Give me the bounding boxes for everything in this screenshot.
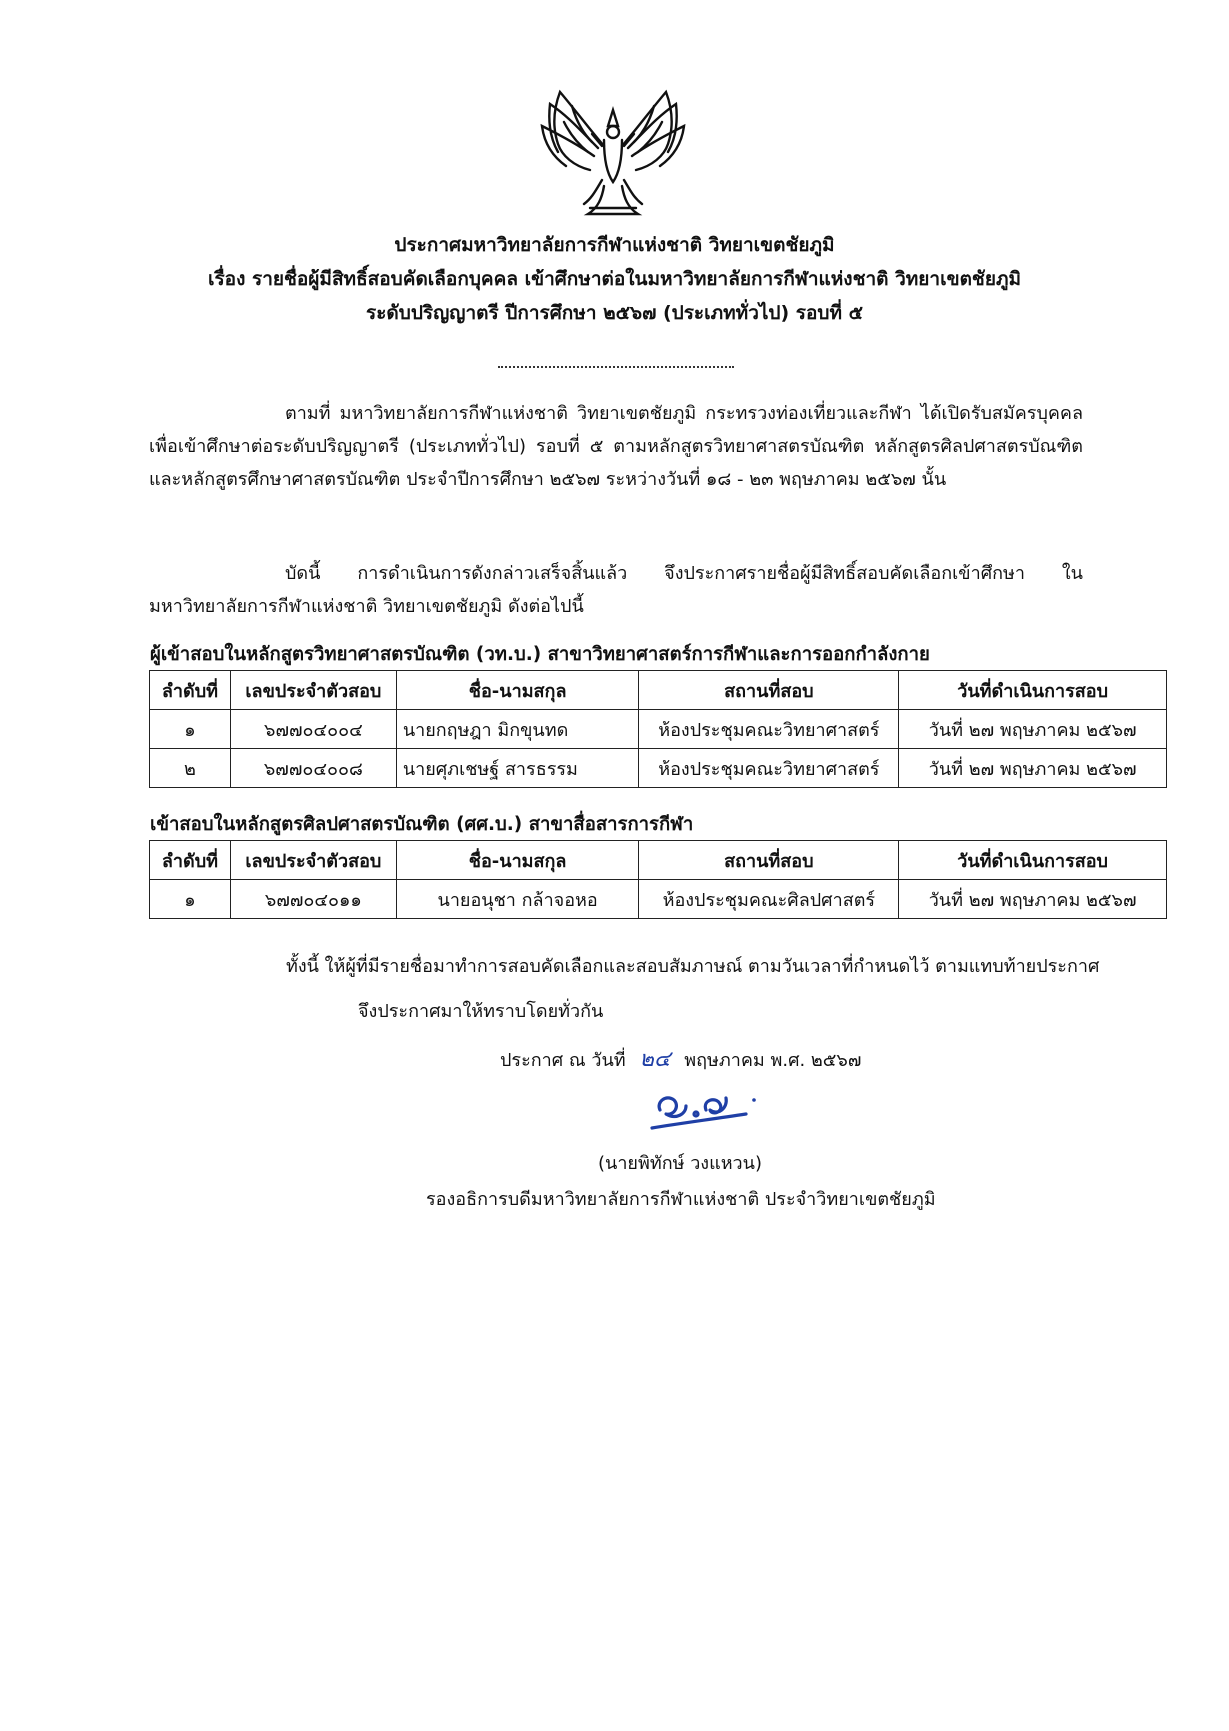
col-name: ชื่อ-นามสกุล (396, 841, 639, 880)
col-no: ลำดับที่ (150, 671, 231, 710)
date-suffix: พฤษภาคม พ.ศ. ๒๕๖๗ (684, 1050, 862, 1071)
section-1-table (149, 670, 1167, 788)
date-prefix: ประกาศ ณ วันที่ (500, 1050, 626, 1071)
col-name: ชื่อ-นามสกุล (396, 671, 639, 710)
col-place: สถานที่สอบ (639, 671, 899, 710)
col-date: วันที่ดำเนินการสอบ (899, 671, 1167, 710)
cell-place: ห้องประชุมคณะวิทยาศาสตร์ (639, 749, 899, 788)
cell-name: นายกฤษฎา มิกขุนทด (396, 710, 639, 749)
col-place: สถานที่สอบ (639, 841, 899, 880)
paragraph-2-text: บัดนี้ การดำเนินการดังกล่าวเสร็จสิ้นแล้ว จึงประกาศรายชื่อผู้มีสิทธิ์สอบคัดเลือกเข้าศึกษา ในมหาวิทยาลัยการกีฬาแห่งชาติ วิทยาเขตชัยภูมิ ดังต่อไปนี้ (149, 563, 1083, 617)
cell-no: ๒ (150, 749, 231, 788)
cell-id: ๖๗๗๐๔๐๐๘ (230, 749, 396, 788)
table-row (150, 880, 1167, 919)
dotted-divider (498, 366, 734, 368)
table-header-row (150, 671, 1167, 710)
col-date: วันที่ดำเนินการสอบ (899, 841, 1167, 880)
col-no: ลำดับที่ (150, 841, 231, 880)
announcement-subject: เรื่อง รายชื่อผู้มีสิทธิ์สอบคัดเลือกบุคคล เข้าศึกษาต่อในมหาวิทยาลัยการกีฬาแห่งชาติ วิทยาเขตชัยภูมิ (207, 268, 1021, 290)
signer-name: (นายพิทักษ์ วงแหวน) (598, 1153, 762, 1174)
cell-place: ห้องประชุมคณะศิลปศาสตร์ (639, 880, 899, 919)
closing-notice: จึงประกาศมาให้ทราบโดยทั่วกัน (358, 1001, 604, 1022)
signer-position: รองอธิการบดีมหาวิทยาลัยการกีฬาแห่งชาติ ประจำวิทยาเขตชัยภูมิ (426, 1189, 936, 1210)
paragraph-2 (149, 557, 1083, 623)
col-id: เลขประจำตัวสอบ (230, 841, 396, 880)
section-2-title: เข้าสอบในหลักสูตรศิลปศาสตรบัณฑิต (ศศ.บ.) สาขาสื่อสารการกีฬา (150, 814, 694, 835)
cell-date: วันที่ ๒๗ พฤษภาคม ๒๕๖๗ (899, 749, 1167, 788)
announcement-level: ระดับปริญญาตรี ปีการศึกษา ๒๕๖๗ (ประเภททั่วไป) รอบที่ ๕ (366, 302, 863, 324)
announcement-title: ประกาศมหาวิทยาลัยการกีฬาแห่งชาติ วิทยาเขตชัยภูมิ (394, 234, 835, 256)
cell-place: ห้องประชุมคณะวิทยาศาสตร์ (639, 710, 899, 749)
cell-date: วันที่ ๒๗ พฤษภาคม ๒๕๖๗ (899, 880, 1167, 919)
paragraph-1 (149, 397, 1083, 496)
garuda-emblem-icon (532, 86, 694, 220)
cell-no: ๑ (150, 880, 231, 919)
table-row (150, 710, 1167, 749)
cell-no: ๑ (150, 710, 231, 749)
col-id: เลขประจำตัวสอบ (230, 671, 396, 710)
table-row (150, 749, 1167, 788)
signature-mark (646, 1080, 766, 1140)
closing-instruction: ทั้งนี้ ให้ผู้ที่มีรายชื่อมาทำการสอบคัดเลือกและสอบสัมภาษณ์ ตามวันเวลาที่กำหนดไว้ ตามแทบท้ายประกาศ (286, 956, 1100, 977)
cell-date: วันที่ ๒๗ พฤษภาคม ๒๕๖๗ (899, 710, 1167, 749)
cell-name: นายศุภเชษฐ์ สารธรรม (396, 749, 639, 788)
cell-id: ๖๗๗๐๔๐๑๑ (230, 880, 396, 919)
cell-id: ๖๗๗๐๔๐๐๔ (230, 710, 396, 749)
cell-name: นายอนุชา กล้าจอหอ (396, 880, 639, 919)
section-2-table (149, 840, 1167, 919)
table-header-row (150, 841, 1167, 880)
announcement-date (500, 1041, 861, 1076)
paragraph-1-text: ตามที่ มหาวิทยาลัยการกีฬาแห่งชาติ วิทยาเขตชัยภูมิ กระทรวงท่องเที่ยวและกีฬา ได้เปิดรับสมัครบุคคล เพื่อเข้าศึกษาต่อระดับปริญญาตรี (ประเภททั่วไป) รอบที่ ๕ ตามหลักสูตรวิทยาศาสตรบัณฑิต หลักสูตรศิลปศาสตรบัณฑิต และหลักสูตรศึกษาศาสตรบัณฑิต ประจำปีการศึกษา ๒๕๖๗ ระหว่างวันที่ ๑๘ - ๒๓ พฤษภาคม ๒๕๖๗ นั้น (149, 403, 1083, 490)
section-1-title: ผู้เข้าสอบในหลักสูตรวิทยาศาสตรบัณฑิต (วท.บ.) สาขาวิทยาศาสตร์การกีฬาและการออกกำลังกาย (150, 644, 930, 665)
date-day: ๒๔ (639, 1047, 671, 1072)
